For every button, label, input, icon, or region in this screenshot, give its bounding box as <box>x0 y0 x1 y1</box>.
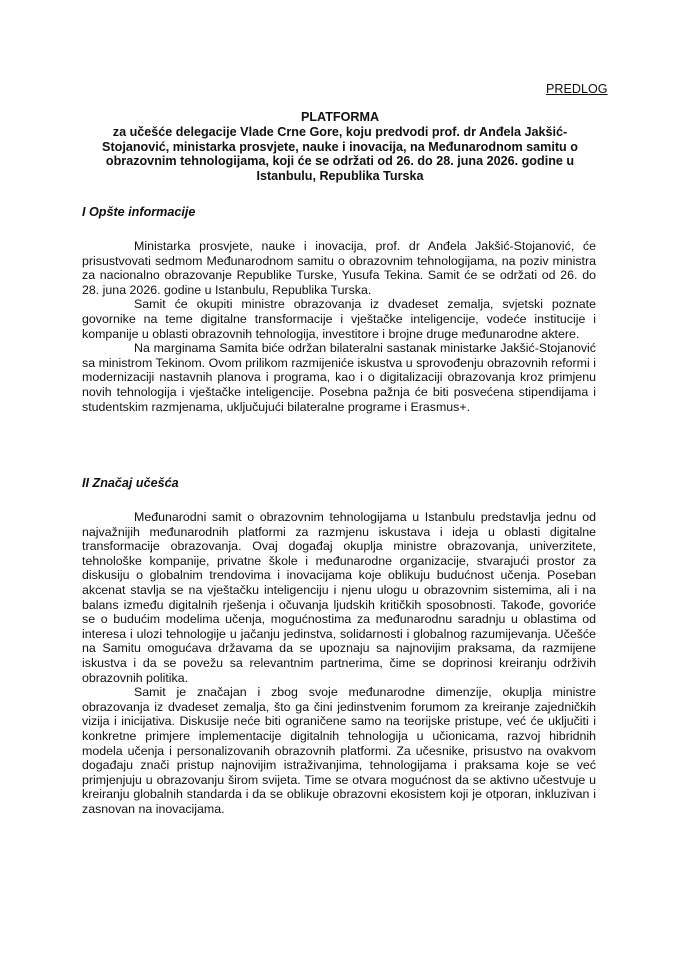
section-1-paragraph-3: Na marginama Samita biće održan bilateralni sastanak ministarke Jakšić-Stojanović sa ministrom Tekinom. Ovom prilikom razmijeniće iskustva u sprovođenju obrazovnih reformi i modernizaciji nastavnih planova i programa, kao i o digitalizaciji obrazovanja kroz primjenu novih tehnologija i vještačke inteligencije. Posebna pažnja će biti posvećena stipendijama i studentskim razmjenama, uključujući bilateralne programe i Erasmus+. <box>82 341 596 414</box>
predlog-label: PREDLOG <box>546 82 608 96</box>
section-1-paragraph-1: Ministarka prosvjete, nauke i inovacija, prof. dr Anđela Jakšić-Stojanović, će prisustvovati sedmom Međunarodnom samitu o obrazovnim tehnologijama, na poziv ministra za nacionalno obrazovanje Republike Turske, Yusufa Tekina. Samit će se održati od 26. do 28. juna 2026. godine u Istanbulu, Republika Turska. <box>82 239 596 297</box>
title-line-4: Istanbulu, Republika Turska <box>256 169 424 184</box>
section-2-paragraph-1: Međunarodni samit o obrazovnim tehnologijama u Istanbulu predstavlja jednu od najvažnijih međunarodnih platformi za razmjenu iskustava i ideja u oblasti digitalne transformacije obrazovanja. Ovaj događaj okuplja ministre obrazovanja, univerzitete, tehnološke kompanije, privatne škole i međunarodne organizacije, stvarajući prostor za diskusiju o globalnim trendovima i inovacijama koje oblikuju budućnost učenja. Poseban akcenat stavlja se na vještačku inteligenciju i njenu ulogu u obrazovnim sistemima, ali i na balans između digitalnih rješenja i očuvanja ljudskih kritičkih sposobnosti. Takođe, govoriće se o budućim modelima učenja, mogućnostima za međunarodnu saradnju u oblastima od interesa i ulozi tehnologije u jačanju jedinstva, solidarnosti i globalnog razumijevanja. Učešće na Samitu omogućava državama da se upoznaju sa najnovijim praksama, da razmijene iskustva i da se povežu sa relevantnim partnerima, čime se doprinosi kreiranju održivih obrazovnih politika. <box>82 510 596 685</box>
title-line-2: Stojanović, ministarka prosvjete, nauke i inovacija, na Međunarodnom samitu o <box>102 139 578 154</box>
title-line-1: za učešće delegacije Vlade Crne Gore, koju predvodi prof. dr Anđela Jakšić- <box>112 124 568 139</box>
section-1-body <box>82 239 596 414</box>
section-1-heading: I Opšte informacije <box>82 205 196 219</box>
document-title <box>82 110 598 184</box>
section-2-body <box>82 510 596 816</box>
section-2-heading: II Značaj učešća <box>82 476 179 490</box>
title-main: PLATFORMA <box>300 110 380 124</box>
section-2-paragraph-2: Samit je značajan i zbog svoje međunarodne dimenzije, okuplja ministre obrazovanja iz dvadeset zemalja, što ga čini jedinstvenim forumom za kreiranje zajedničkih vizija i inicijativa. Diskusije neće biti ograničene samo na teorijske pristupe, već će uključiti i konkretne primjere implementacije digitalnih tehnologija u učionicama, razvoj hibridnih modela učenja i personalizovanih obrazovnih platformi. Za učesnike, prisustvo na ovakvom događaju znači pristup najnovijim istraživanjima, tehnologijama i praksama koje se već primjenjuju u obrazovanju širom svijeta. Time se otvara mogućnost da se aktivno učestvuje u kreiranju globalnih standarda i da se oblikuje obrazovni ekosistem koji je otporan, inkluzivan i zasnovan na inovacijama. <box>82 685 596 816</box>
section-1-paragraph-2: Samit će okupiti ministre obrazovanja iz dvadeset zemalja, svjetski poznate govornike na teme digitalne transformacije i vještačke inteligencije, vodeće institucije i kompanije u oblasti obrazovnih tehnologija, investitore i brojne druge međunarodne aktere. <box>82 297 596 341</box>
title-line-3: obrazovnim tehnologijama, koji će se održati od 26. do 28. juna 2026. godine u <box>105 154 575 169</box>
